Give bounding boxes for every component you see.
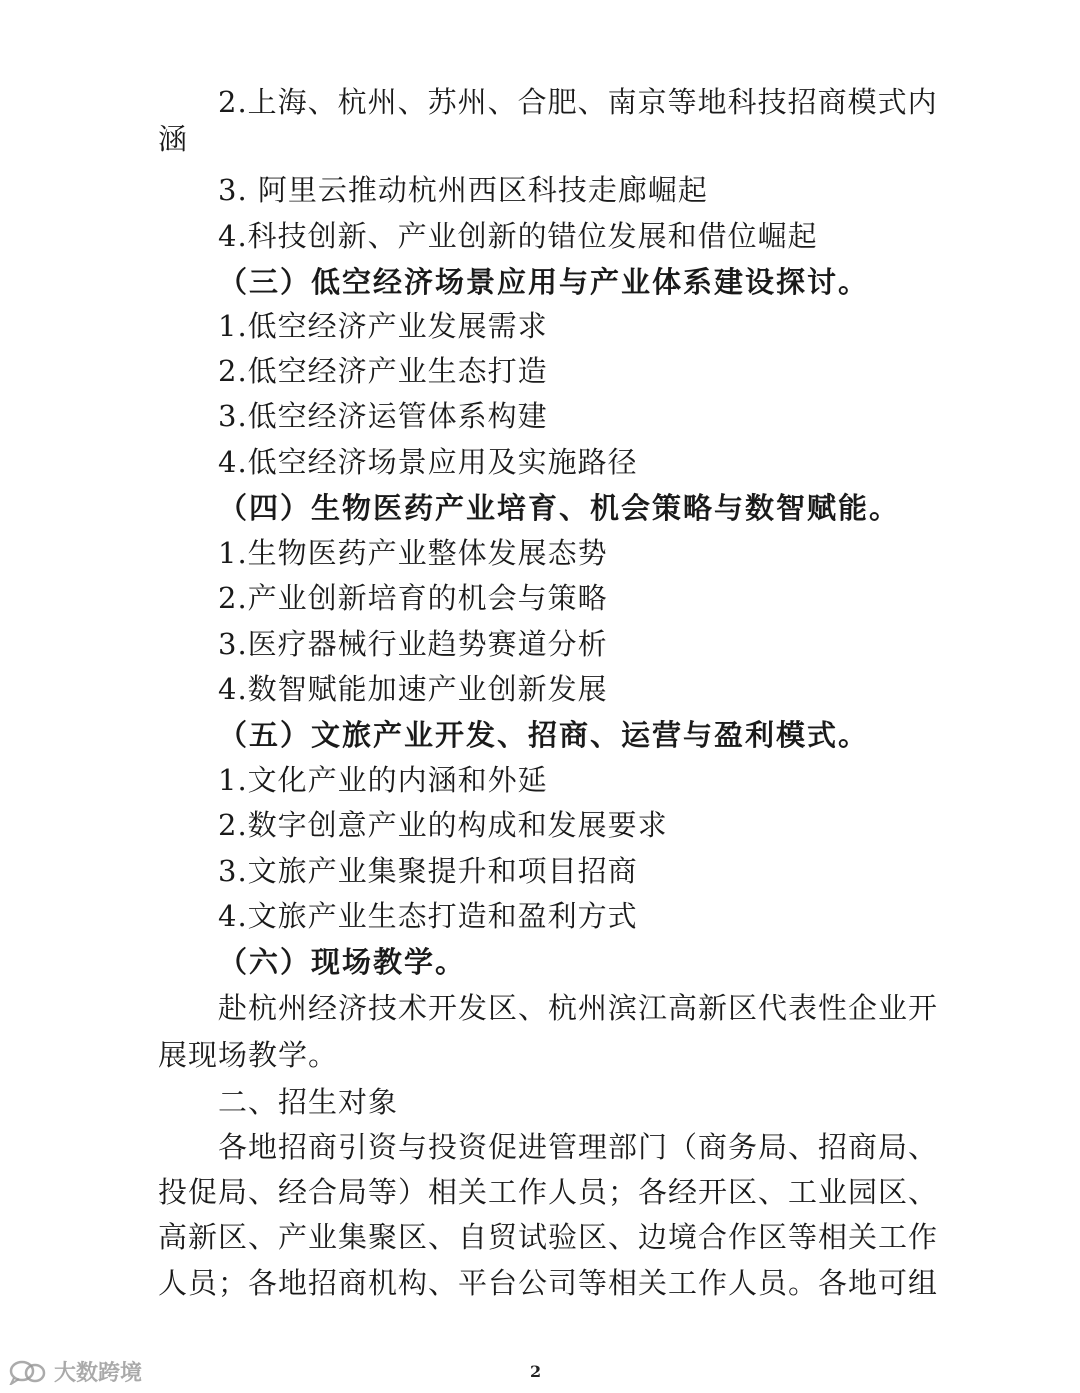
section-heading: （五）文旅产业开发、招商、运营与盈利模式。 [218,718,870,752]
text-line: 1.低空经济产业发展需求 [218,309,548,343]
text-line: 1.文化产业的内涵和外延 [218,763,548,797]
text-line: 2.数字创意产业的构成和发展要求 [218,808,668,842]
text-line: 二、招生对象 [218,1085,399,1119]
watermark [8,1356,142,1387]
page-number: 2 [530,1362,542,1381]
text-line: 高新区、产业集聚区、自贸试验区、边境合作区等相关工作 [158,1220,939,1254]
text-line: 2.产业创新培育的机会与策略 [218,581,608,615]
text-line: 投促局、经合局等）相关工作人员；各经开区、工业园区、 [158,1175,939,1209]
text-line: 2.上海、杭州、苏州、合肥、南京等地科技招商模式内 [218,85,938,119]
text-line: 4.数智赋能加速产业创新发展 [218,672,608,706]
text-line: 人员；各地招商机构、平台公司等相关工作人员。各地可组 [158,1266,939,1300]
text-line: 2.低空经济产业生态打造 [218,354,548,388]
section-heading: （六）现场教学。 [218,945,467,979]
text-line: 4.文旅产业生态打造和盈利方式 [218,899,638,933]
section-heading: （三）低空经济场景应用与产业体系建设探讨。 [218,265,870,299]
chat-bubble-logo-icon [8,1359,48,1385]
text-line: 4.科技创新、产业创新的错位发展和借位崛起 [218,219,818,253]
text-line: 赴杭州经济技术开发区、杭州滨江高新区代表性企业开 [218,991,939,1025]
text-line: 3.低空经济运管体系构建 [218,399,548,433]
text-line: 展现场教学。 [158,1038,339,1072]
text-line: 涵 [158,122,189,156]
text-line: 各地招商引资与投资促进管理部门（商务局、招商局、 [218,1130,939,1164]
text-line: 4.低空经济场景应用及实施路径 [218,445,638,479]
text-line: 1.生物医药产业整体发展态势 [218,536,608,570]
text-line: 3.文旅产业集聚提升和项目招商 [218,854,638,888]
watermark-text: 大数跨境 [54,1361,143,1386]
section-heading: （四）生物医药产业培育、机会策略与数智赋能。 [218,491,901,525]
text-line: 3.医疗器械行业趋势赛道分析 [218,627,608,661]
text-line: 3. 阿里云推动杭州西区科技走廊崛起 [218,173,708,207]
